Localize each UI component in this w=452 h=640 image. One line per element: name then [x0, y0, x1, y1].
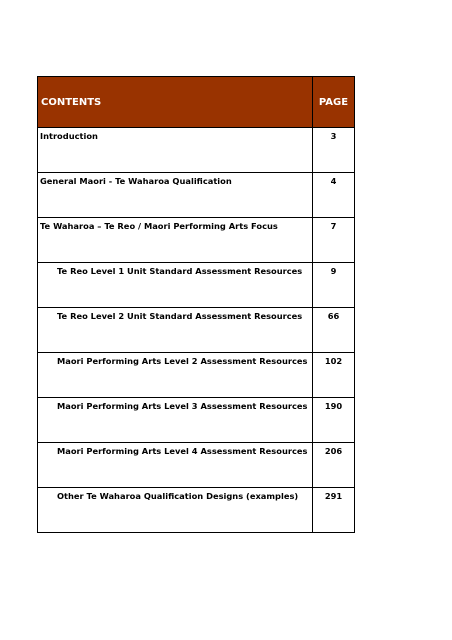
- toc-entry-label: Te Waharoa – Te Reo / Maori Performing Arts Focus: [38, 218, 313, 263]
- toc-row: [38, 443, 355, 488]
- page-column-header: PAGE: [313, 77, 355, 128]
- toc-entry-page: 4: [313, 173, 355, 218]
- toc-row: [38, 128, 355, 173]
- toc-entry-label: Other Te Waharoa Qualification Designs (examples): [38, 488, 313, 533]
- toc-row: [38, 308, 355, 353]
- toc-row: [38, 398, 355, 443]
- toc-entry-page: 102: [313, 353, 355, 398]
- toc-entry-label: Maori Performing Arts Level 2 Assessment Resources: [38, 353, 313, 398]
- toc-entry-page: 3: [313, 128, 355, 173]
- toc-row: [38, 173, 355, 218]
- toc-row: [38, 218, 355, 263]
- contents-table: [37, 76, 355, 533]
- toc-entry-label: Maori Performing Arts Level 3 Assessment Resources: [38, 398, 313, 443]
- toc-row: [38, 488, 355, 533]
- toc-entry-page: 291: [313, 488, 355, 533]
- toc-entry-label: Te Reo Level 1 Unit Standard Assessment Resources: [38, 263, 313, 308]
- toc-entry-page: 7: [313, 218, 355, 263]
- contents-header-row: [38, 77, 355, 128]
- toc-entry-page: 9: [313, 263, 355, 308]
- toc-entry-page: 206: [313, 443, 355, 488]
- toc-entry-page: 66: [313, 308, 355, 353]
- toc-entry-label: Maori Performing Arts Level 4 Assessment Resources: [38, 443, 313, 488]
- toc-entry-label: Introduction: [38, 128, 313, 173]
- toc-row: [38, 353, 355, 398]
- toc-entry-page: 190: [313, 398, 355, 443]
- contents-title: CONTENTS: [38, 77, 313, 128]
- toc-row: [38, 263, 355, 308]
- toc-entry-label: Te Reo Level 2 Unit Standard Assessment Resources: [38, 308, 313, 353]
- toc-entry-label: General Maori - Te Waharoa Qualification: [38, 173, 313, 218]
